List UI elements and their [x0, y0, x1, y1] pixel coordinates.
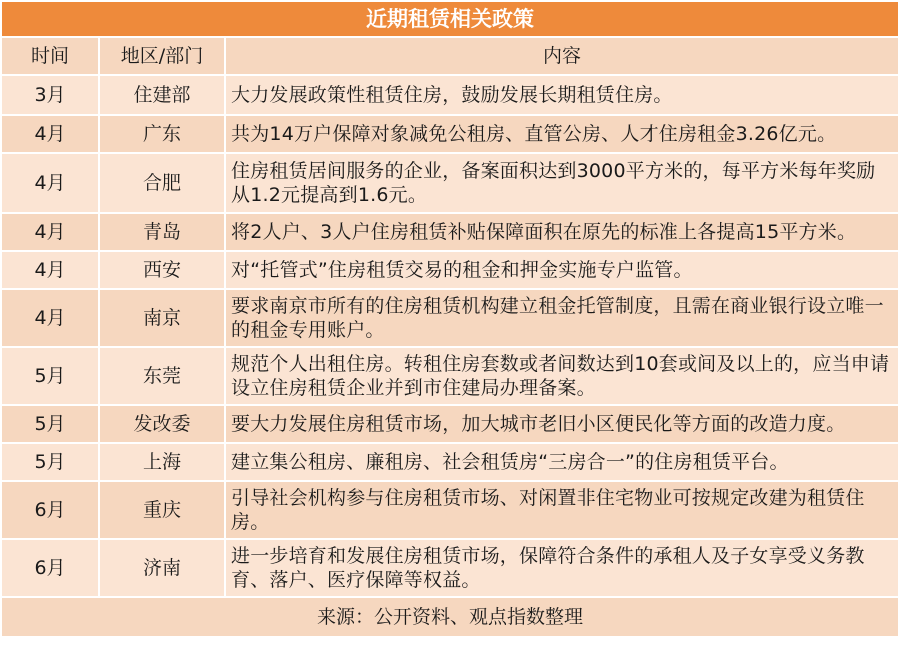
cell-region: 青岛	[99, 213, 225, 251]
table-row	[1, 481, 899, 539]
cell-content: 要大力发展住房租赁市场，加大城市老旧小区便民化等方面的改造力度。	[225, 405, 899, 443]
table-row	[1, 347, 899, 405]
cell-time: 4月	[1, 153, 99, 213]
cell-region: 济南	[99, 539, 225, 597]
table-row	[1, 153, 899, 213]
cell-content: 进一步培育和发展住房租赁市场，保障符合条件的承租人及子女享受义务教育、落户、医疗保障等权益。	[225, 539, 899, 597]
cell-region: 住建部	[99, 75, 225, 115]
cell-region: 东莞	[99, 347, 225, 405]
table-row	[1, 251, 899, 289]
table-title: 近期租赁相关政策	[1, 1, 899, 37]
table-row	[1, 443, 899, 481]
cell-content: 对“托管式”住房租赁交易的租金和押金实施专户监管。	[225, 251, 899, 289]
cell-region: 合肥	[99, 153, 225, 213]
cell-region: 上海	[99, 443, 225, 481]
table-row	[1, 405, 899, 443]
cell-time: 6月	[1, 481, 99, 539]
cell-content: 规范个人出租住房。转租住房套数或者间数达到10套或间及以上的，应当申请设立住房租赁企业并到市住建局办理备案。	[225, 347, 899, 405]
cell-time: 5月	[1, 405, 99, 443]
cell-time: 4月	[1, 213, 99, 251]
cell-content: 要求南京市所有的住房租赁机构建立租金托管制度，且需在商业银行设立唯一的租金专用账户。	[225, 289, 899, 347]
cell-time: 6月	[1, 539, 99, 597]
source-note: 来源：公开资料、观点指数整理	[1, 597, 899, 637]
cell-time: 5月	[1, 347, 99, 405]
cell-region: 南京	[99, 289, 225, 347]
cell-content: 住房租赁居间服务的企业，备案面积达到3000平方米的，每平方米每年奖励从1.2元提高到1.6元。	[225, 153, 899, 213]
cell-content: 建立集公租房、廉租房、社会租赁房“三房合一”的住房租赁平台。	[225, 443, 899, 481]
table-row	[1, 115, 899, 153]
header-row	[1, 37, 899, 75]
cell-time: 4月	[1, 115, 99, 153]
cell-content: 共为14万户保障对象减免公租房、直管公房、人才住房租金3.26亿元。	[225, 115, 899, 153]
cell-region: 西安	[99, 251, 225, 289]
source-row	[1, 597, 899, 637]
cell-region: 发改委	[99, 405, 225, 443]
cell-content: 将2人户、3人户住房租赁补贴保障面积在原先的标准上各提高15平方米。	[225, 213, 899, 251]
header-content: 内容	[225, 37, 899, 75]
cell-time: 3月	[1, 75, 99, 115]
cell-time: 4月	[1, 251, 99, 289]
cell-time: 4月	[1, 289, 99, 347]
table-row	[1, 539, 899, 597]
header-region: 地区/部门	[99, 37, 225, 75]
title-row	[1, 1, 899, 37]
cell-time: 5月	[1, 443, 99, 481]
cell-region: 广东	[99, 115, 225, 153]
header-time: 时间	[1, 37, 99, 75]
table-row	[1, 213, 899, 251]
table-row	[1, 75, 899, 115]
cell-content: 引导社会机构参与住房租赁市场、对闲置非住宅物业可按规定改建为租赁住房。	[225, 481, 899, 539]
table-row	[1, 289, 899, 347]
cell-content: 大力发展政策性租赁住房，鼓励发展长期租赁住房。	[225, 75, 899, 115]
cell-region: 重庆	[99, 481, 225, 539]
